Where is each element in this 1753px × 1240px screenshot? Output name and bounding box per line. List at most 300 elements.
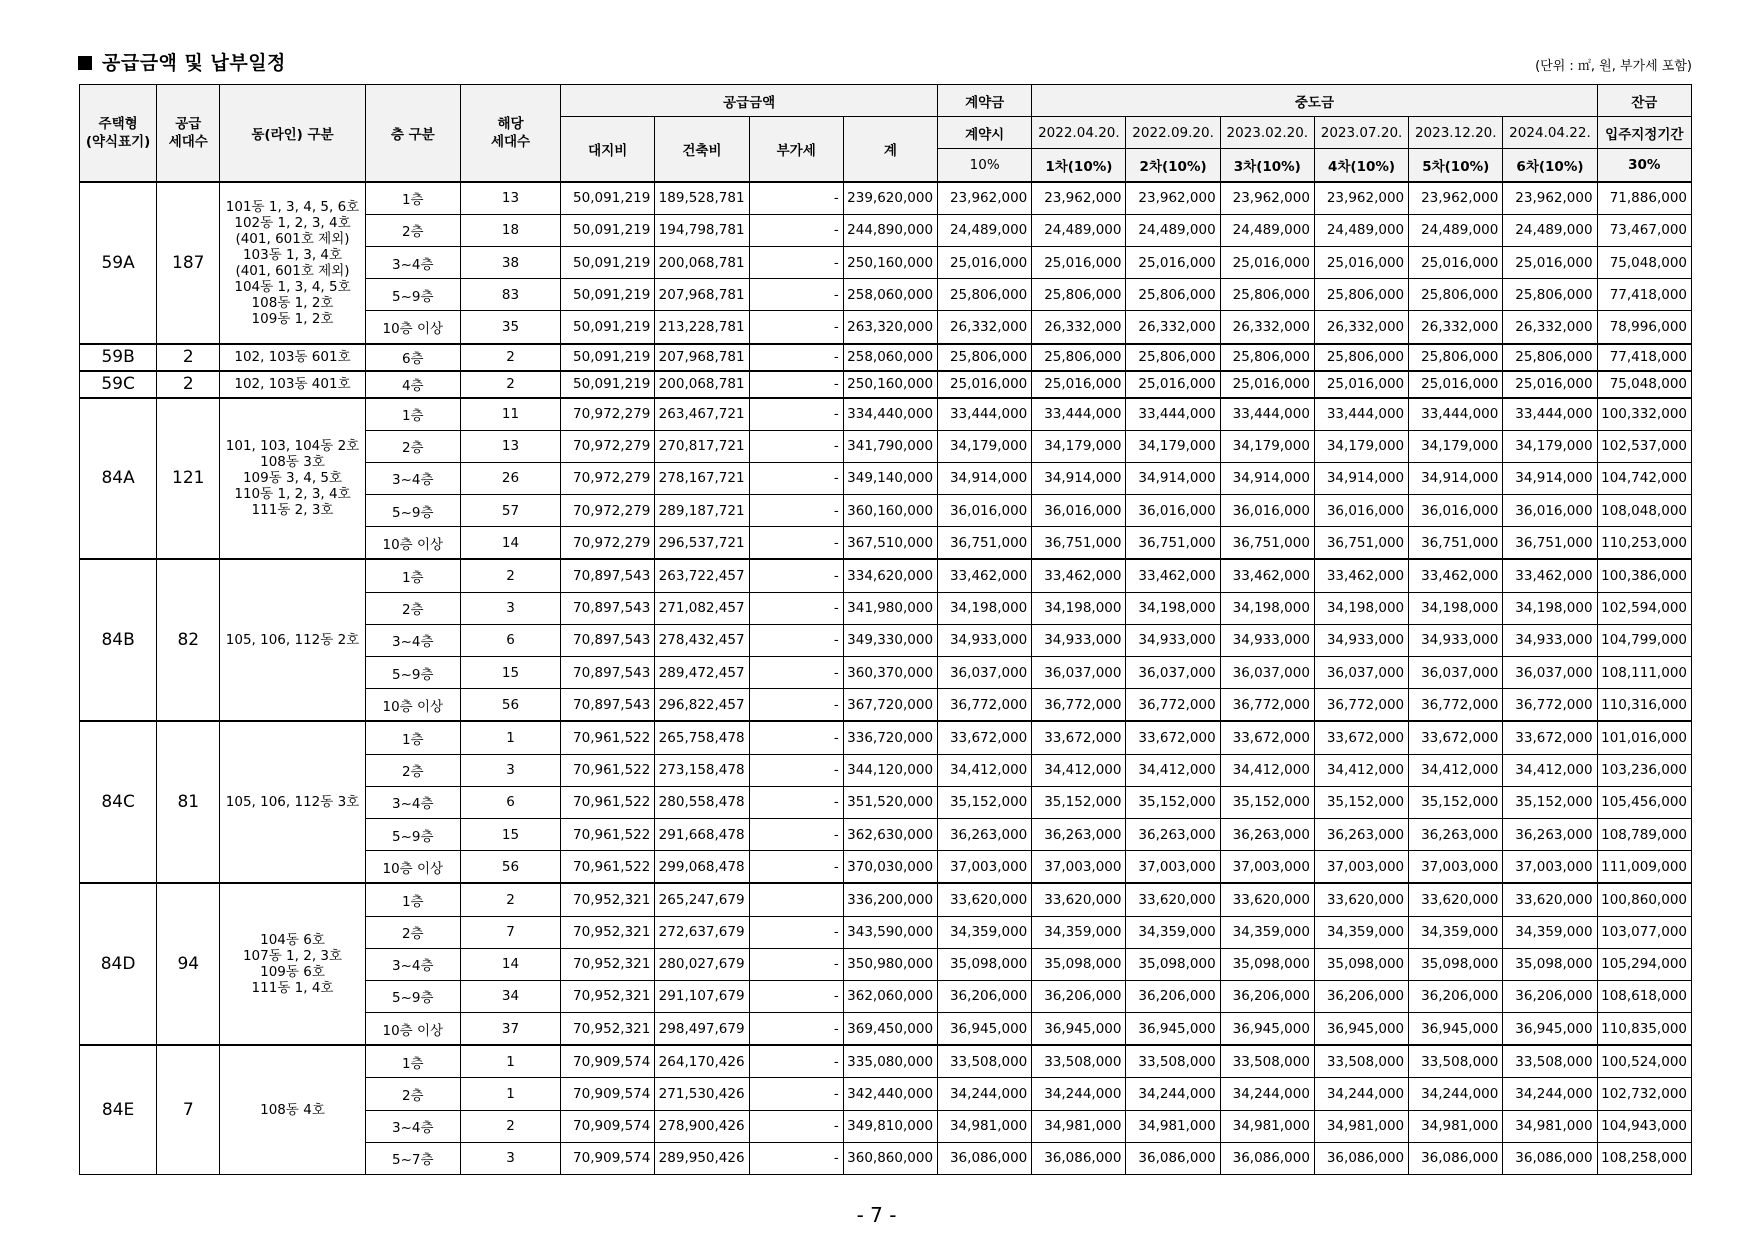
deposit-cell: 34,914,000 — [938, 462, 1032, 494]
dong-line-text: 105, 106, 112동 3호 — [225, 794, 360, 811]
middle-payment-2-cell: 34,244,000 — [1126, 1078, 1220, 1110]
deposit-cell: 37,003,000 — [938, 851, 1032, 884]
dong-line-cell — [220, 559, 365, 721]
middle-payment-3-cell: 33,462,000 — [1220, 559, 1314, 592]
vat-cell: - — [749, 182, 843, 215]
middle-payment-5-cell: 34,412,000 — [1409, 754, 1503, 786]
middle-payment-1-cell: 34,981,000 — [1032, 1110, 1126, 1142]
middle-payment-6-cell: 34,933,000 — [1503, 624, 1597, 656]
land-price-cell: 50,091,219 — [561, 279, 655, 311]
middle-payment-4-cell: 36,206,000 — [1314, 980, 1408, 1012]
middle-payment-2-cell: 33,462,000 — [1126, 559, 1220, 592]
middle-payment-2-cell: 34,412,000 — [1126, 754, 1220, 786]
house-type-cell: 84D — [80, 883, 157, 1045]
dong-line-text: 105, 106, 112동 2호 — [225, 632, 360, 649]
middle-payment-1-cell: 33,672,000 — [1032, 721, 1126, 754]
vat-cell: - — [749, 527, 843, 560]
total-price-cell: 250,160,000 — [843, 246, 937, 278]
dong-line-text: 101동 1, 3, 4, 5, 6호 — [225, 198, 360, 215]
vat-cell: - — [749, 916, 843, 948]
total-price-cell: 341,980,000 — [843, 592, 937, 624]
header-balance-when: 입주지정기간 — [1597, 117, 1691, 149]
units-cell: 13 — [460, 430, 560, 462]
total-price-cell: 341,790,000 — [843, 430, 937, 462]
middle-payment-1-cell: 33,620,000 — [1032, 883, 1126, 916]
balance-cell: 105,294,000 — [1597, 948, 1691, 980]
middle-payment-5-cell: 33,462,000 — [1409, 559, 1503, 592]
land-price-cell: 70,972,279 — [561, 495, 655, 527]
middle-payment-3-cell: 36,751,000 — [1220, 527, 1314, 560]
floor-cell: 1층 — [365, 1045, 460, 1078]
land-price-cell: 70,897,543 — [561, 624, 655, 656]
table-row — [80, 559, 1692, 592]
dong-line-text: 108동 1, 2호 — [251, 294, 334, 311]
header-units-l2: 세대수 — [490, 133, 531, 150]
middle-payment-3-cell: 36,945,000 — [1220, 1013, 1314, 1046]
middle-payment-2-cell: 36,206,000 — [1126, 980, 1220, 1012]
vat-cell: - — [749, 371, 843, 398]
land-price-cell: 70,952,321 — [561, 916, 655, 948]
table-row — [80, 371, 1692, 398]
middle-payment-3-cell: 36,037,000 — [1220, 657, 1314, 689]
deposit-cell: 23,962,000 — [938, 182, 1032, 215]
middle-payment-3-cell: 33,672,000 — [1220, 721, 1314, 754]
building-price-cell: 291,107,679 — [655, 980, 749, 1012]
building-price-cell: 298,497,679 — [655, 1013, 749, 1046]
header-date-4: 2023.07.20. — [1314, 117, 1408, 149]
land-price-cell: 70,909,574 — [561, 1110, 655, 1142]
middle-payment-1-cell: 23,962,000 — [1032, 182, 1126, 215]
middle-payment-2-cell: 33,672,000 — [1126, 721, 1220, 754]
middle-payment-3-cell: 24,489,000 — [1220, 214, 1314, 246]
vat-cell: - — [749, 430, 843, 462]
floor-cell: 10층 이상 — [365, 851, 460, 884]
building-price-cell: 296,822,457 — [655, 689, 749, 722]
floor-cell: 3~4층 — [365, 246, 460, 278]
middle-payment-4-cell: 23,962,000 — [1314, 182, 1408, 215]
middle-payment-6-cell: 26,332,000 — [1503, 311, 1597, 344]
middle-payment-2-cell: 34,179,000 — [1126, 430, 1220, 462]
deposit-cell: 35,152,000 — [938, 786, 1032, 818]
vat-cell: - — [749, 1078, 843, 1110]
balance-cell: 100,386,000 — [1597, 559, 1691, 592]
middle-payment-5-cell: 33,620,000 — [1409, 883, 1503, 916]
middle-payment-1-cell: 33,444,000 — [1032, 398, 1126, 431]
house-type-cell: 84B — [80, 559, 157, 721]
vat-cell: - — [749, 559, 843, 592]
balance-cell: 105,456,000 — [1597, 786, 1691, 818]
units-cell: 57 — [460, 495, 560, 527]
middle-payment-6-cell: 24,489,000 — [1503, 214, 1597, 246]
deposit-cell: 25,806,000 — [938, 279, 1032, 311]
house-type-cell: 84E — [80, 1045, 157, 1174]
building-price-cell: 263,467,721 — [655, 398, 749, 431]
middle-payment-1-cell: 36,037,000 — [1032, 657, 1126, 689]
supply-count-cell: 2 — [157, 344, 220, 371]
balance-cell: 108,048,000 — [1597, 495, 1691, 527]
table-row — [80, 344, 1692, 371]
building-price-cell: 200,068,781 — [655, 246, 749, 278]
table-row — [80, 398, 1692, 431]
middle-payment-3-cell: 35,152,000 — [1220, 786, 1314, 818]
header-date-6: 2024.04.22. — [1503, 117, 1597, 149]
deposit-cell: 36,751,000 — [938, 527, 1032, 560]
vat-cell: - — [749, 786, 843, 818]
total-price-cell: 244,890,000 — [843, 214, 937, 246]
deposit-cell: 25,806,000 — [938, 344, 1032, 371]
dong-line-cell — [220, 344, 365, 371]
vat-cell: - — [749, 246, 843, 278]
vat-cell: - — [749, 311, 843, 344]
units-cell: 1 — [460, 721, 560, 754]
supply-count-cell: 81 — [157, 721, 220, 883]
house-type-cell: 59B — [80, 344, 157, 371]
middle-payment-4-cell: 35,152,000 — [1314, 786, 1408, 818]
middle-payment-1-cell: 37,003,000 — [1032, 851, 1126, 884]
balance-cell: 100,860,000 — [1597, 883, 1691, 916]
middle-payment-6-cell: 36,037,000 — [1503, 657, 1597, 689]
middle-payment-4-cell: 36,016,000 — [1314, 495, 1408, 527]
units-cell: 11 — [460, 398, 560, 431]
vat-cell: - — [749, 851, 843, 884]
header-supply-count-l1: 공급 — [175, 115, 202, 132]
supply-count-cell: 2 — [157, 371, 220, 398]
vat-cell: - — [749, 657, 843, 689]
building-price-cell: 265,247,679 — [655, 883, 749, 916]
middle-payment-5-cell: 35,098,000 — [1409, 948, 1503, 980]
total-price-cell: 350,980,000 — [843, 948, 937, 980]
building-price-cell: 296,537,721 — [655, 527, 749, 560]
middle-payment-5-cell: 33,444,000 — [1409, 398, 1503, 431]
total-price-cell: 367,510,000 — [843, 527, 937, 560]
land-price-cell: 70,897,543 — [561, 559, 655, 592]
header-dong-line: 동(라인) 구분 — [220, 85, 365, 182]
floor-cell: 1층 — [365, 559, 460, 592]
middle-payment-6-cell: 36,206,000 — [1503, 980, 1597, 1012]
middle-payment-5-cell: 25,016,000 — [1409, 246, 1503, 278]
floor-cell: 10층 이상 — [365, 527, 460, 560]
balance-cell: 73,467,000 — [1597, 214, 1691, 246]
middle-payment-4-cell: 36,037,000 — [1314, 657, 1408, 689]
middle-payment-4-cell: 36,263,000 — [1314, 818, 1408, 850]
land-price-cell: 70,972,279 — [561, 430, 655, 462]
header-inst-6: 6차(10%) — [1503, 149, 1597, 182]
middle-payment-2-cell: 34,198,000 — [1126, 592, 1220, 624]
dong-line-text: 103동 1, 3, 4호 — [242, 246, 343, 263]
middle-payment-3-cell: 36,206,000 — [1220, 980, 1314, 1012]
middle-payment-2-cell: 25,016,000 — [1126, 371, 1220, 398]
middle-payment-3-cell: 34,933,000 — [1220, 624, 1314, 656]
land-price-cell: 70,952,321 — [561, 1013, 655, 1046]
balance-cell: 108,258,000 — [1597, 1142, 1691, 1174]
middle-payment-2-cell: 25,016,000 — [1126, 246, 1220, 278]
header-building: 건축비 — [655, 117, 749, 182]
balance-cell: 101,016,000 — [1597, 721, 1691, 754]
vat-cell — [749, 883, 843, 916]
middle-payment-5-cell: 34,981,000 — [1409, 1110, 1503, 1142]
deposit-cell: 36,945,000 — [938, 1013, 1032, 1046]
balance-cell: 110,253,000 — [1597, 527, 1691, 560]
dong-line-text: 109동 6호 — [260, 964, 325, 981]
middle-payment-1-cell: 25,016,000 — [1032, 371, 1126, 398]
building-price-cell: 273,158,478 — [655, 754, 749, 786]
units-cell: 6 — [460, 786, 560, 818]
deposit-cell: 36,263,000 — [938, 818, 1032, 850]
middle-payment-6-cell: 25,016,000 — [1503, 371, 1597, 398]
middle-payment-1-cell: 33,462,000 — [1032, 559, 1126, 592]
middle-payment-1-cell: 36,772,000 — [1032, 689, 1126, 722]
vat-cell: - — [749, 279, 843, 311]
balance-cell: 104,799,000 — [1597, 624, 1691, 656]
header-total: 계 — [843, 117, 937, 182]
balance-cell: 108,618,000 — [1597, 980, 1691, 1012]
land-price-cell: 70,961,522 — [561, 818, 655, 850]
land-price-cell: 50,091,219 — [561, 344, 655, 371]
dong-line-cell — [220, 721, 365, 883]
units-cell: 2 — [460, 371, 560, 398]
dong-line-cell — [220, 1045, 365, 1174]
middle-payment-5-cell: 36,263,000 — [1409, 818, 1503, 850]
vat-cell: - — [749, 462, 843, 494]
land-price-cell: 70,952,321 — [561, 980, 655, 1012]
header-units — [460, 85, 560, 182]
middle-payment-3-cell: 26,332,000 — [1220, 311, 1314, 344]
land-price-cell: 70,897,543 — [561, 689, 655, 722]
middle-payment-4-cell: 34,179,000 — [1314, 430, 1408, 462]
header-date-3: 2023.02.20. — [1220, 117, 1314, 149]
balance-cell: 111,009,000 — [1597, 851, 1691, 884]
deposit-cell: 34,179,000 — [938, 430, 1032, 462]
middle-payment-4-cell: 33,462,000 — [1314, 559, 1408, 592]
floor-cell: 5~9층 — [365, 657, 460, 689]
total-price-cell: 250,160,000 — [843, 371, 937, 398]
table-row — [80, 1045, 1692, 1078]
middle-payment-3-cell: 34,179,000 — [1220, 430, 1314, 462]
middle-payment-6-cell: 25,806,000 — [1503, 344, 1597, 371]
header-supply-price: 공급금액 — [561, 85, 938, 117]
balance-cell: 100,332,000 — [1597, 398, 1691, 431]
building-price-cell: 213,228,781 — [655, 311, 749, 344]
deposit-cell: 33,620,000 — [938, 883, 1032, 916]
total-price-cell: 370,030,000 — [843, 851, 937, 884]
middle-payment-2-cell: 36,945,000 — [1126, 1013, 1220, 1046]
total-price-cell: 342,440,000 — [843, 1078, 937, 1110]
units-cell: 26 — [460, 462, 560, 494]
table-row — [80, 883, 1692, 916]
house-type-cell: 59C — [80, 371, 157, 398]
floor-cell: 1층 — [365, 398, 460, 431]
units-cell: 38 — [460, 246, 560, 278]
middle-payment-4-cell: 26,332,000 — [1314, 311, 1408, 344]
land-price-cell: 70,909,574 — [561, 1142, 655, 1174]
units-cell: 6 — [460, 624, 560, 656]
middle-payment-6-cell: 34,412,000 — [1503, 754, 1597, 786]
balance-cell: 110,316,000 — [1597, 689, 1691, 722]
building-price-cell: 207,968,781 — [655, 344, 749, 371]
middle-payment-5-cell: 36,772,000 — [1409, 689, 1503, 722]
building-price-cell: 289,187,721 — [655, 495, 749, 527]
deposit-cell: 36,037,000 — [938, 657, 1032, 689]
middle-payment-2-cell: 35,098,000 — [1126, 948, 1220, 980]
floor-cell: 5~7층 — [365, 1142, 460, 1174]
balance-cell: 100,524,000 — [1597, 1045, 1691, 1078]
middle-payment-4-cell: 34,981,000 — [1314, 1110, 1408, 1142]
header-floor: 층 구분 — [365, 85, 460, 182]
middle-payment-6-cell: 34,198,000 — [1503, 592, 1597, 624]
middle-payment-3-cell: 23,962,000 — [1220, 182, 1314, 215]
deposit-cell: 34,933,000 — [938, 624, 1032, 656]
middle-payment-3-cell: 33,620,000 — [1220, 883, 1314, 916]
building-price-cell: 272,637,679 — [655, 916, 749, 948]
middle-payment-1-cell: 24,489,000 — [1032, 214, 1126, 246]
middle-payment-6-cell: 34,244,000 — [1503, 1078, 1597, 1110]
middle-payment-4-cell: 34,359,000 — [1314, 916, 1408, 948]
dong-line-text: 102, 103동 601호 — [234, 349, 351, 365]
middle-payment-3-cell: 34,198,000 — [1220, 592, 1314, 624]
header-supply-count-l2: 세대수 — [168, 133, 208, 150]
middle-payment-4-cell: 36,751,000 — [1314, 527, 1408, 560]
building-price-cell: 265,758,478 — [655, 721, 749, 754]
middle-payment-5-cell: 26,332,000 — [1409, 311, 1503, 344]
building-price-cell: 289,472,457 — [655, 657, 749, 689]
building-price-cell: 280,027,679 — [655, 948, 749, 980]
units-cell: 83 — [460, 279, 560, 311]
floor-cell: 5~9층 — [365, 818, 460, 850]
dong-line-cell — [220, 883, 365, 1045]
middle-payment-3-cell: 25,806,000 — [1220, 344, 1314, 371]
total-price-cell: 367,720,000 — [843, 689, 937, 722]
middle-payment-4-cell: 24,489,000 — [1314, 214, 1408, 246]
house-type-cell: 84A — [80, 398, 157, 560]
header-units-l1: 해당 — [497, 115, 524, 132]
middle-payment-1-cell: 33,508,000 — [1032, 1045, 1126, 1078]
balance-cell: 77,418,000 — [1597, 344, 1691, 371]
middle-payment-5-cell: 33,672,000 — [1409, 721, 1503, 754]
deposit-cell: 33,672,000 — [938, 721, 1032, 754]
balance-cell: 71,886,000 — [1597, 182, 1691, 215]
middle-payment-2-cell: 25,806,000 — [1126, 344, 1220, 371]
deposit-cell: 35,098,000 — [938, 948, 1032, 980]
floor-cell: 2층 — [365, 430, 460, 462]
total-price-cell: 360,370,000 — [843, 657, 937, 689]
deposit-cell: 36,016,000 — [938, 495, 1032, 527]
header-balance-pct: 30% — [1597, 149, 1691, 182]
middle-payment-2-cell: 36,016,000 — [1126, 495, 1220, 527]
building-price-cell: 189,528,781 — [655, 182, 749, 215]
deposit-cell: 34,981,000 — [938, 1110, 1032, 1142]
vat-cell: - — [749, 1013, 843, 1046]
middle-payment-1-cell: 36,206,000 — [1032, 980, 1126, 1012]
header-inst-5: 5차(10%) — [1409, 149, 1503, 182]
middle-payment-4-cell: 33,508,000 — [1314, 1045, 1408, 1078]
floor-cell: 1층 — [365, 182, 460, 215]
land-price-cell: 70,972,279 — [561, 398, 655, 431]
land-price-cell: 70,972,279 — [561, 527, 655, 560]
land-price-cell: 70,952,321 — [561, 948, 655, 980]
middle-payment-4-cell: 25,016,000 — [1314, 371, 1408, 398]
dong-line-text: 111동 2, 3호 — [251, 502, 334, 519]
middle-payment-2-cell: 36,037,000 — [1126, 657, 1220, 689]
total-price-cell: 334,620,000 — [843, 559, 937, 592]
vat-cell: - — [749, 689, 843, 722]
units-cell: 37 — [460, 1013, 560, 1046]
middle-payment-4-cell: 34,244,000 — [1314, 1078, 1408, 1110]
middle-payment-6-cell: 37,003,000 — [1503, 851, 1597, 884]
middle-payment-1-cell: 36,016,000 — [1032, 495, 1126, 527]
middle-payment-4-cell: 25,806,000 — [1314, 344, 1408, 371]
vat-cell: - — [749, 1110, 843, 1142]
middle-payment-3-cell: 33,444,000 — [1220, 398, 1314, 431]
deposit-cell: 34,198,000 — [938, 592, 1032, 624]
middle-payment-4-cell: 37,003,000 — [1314, 851, 1408, 884]
middle-payment-3-cell: 25,016,000 — [1220, 246, 1314, 278]
dong-line-text: 111동 1, 4호 — [251, 980, 334, 997]
middle-payment-3-cell: 36,016,000 — [1220, 495, 1314, 527]
building-price-cell: 278,432,457 — [655, 624, 749, 656]
middle-payment-2-cell: 36,086,000 — [1126, 1142, 1220, 1174]
total-price-cell: 362,630,000 — [843, 818, 937, 850]
middle-payment-5-cell: 36,037,000 — [1409, 657, 1503, 689]
section-title-text: 공급금액 및 납부일정 — [102, 52, 286, 74]
middle-payment-5-cell: 36,086,000 — [1409, 1142, 1503, 1174]
total-price-cell: 263,320,000 — [843, 311, 937, 344]
floor-cell: 3~4층 — [365, 786, 460, 818]
middle-payment-1-cell: 36,945,000 — [1032, 1013, 1126, 1046]
balance-cell: 102,537,000 — [1597, 430, 1691, 462]
middle-payment-5-cell: 25,806,000 — [1409, 279, 1503, 311]
total-price-cell: 336,720,000 — [843, 721, 937, 754]
middle-payment-4-cell: 34,412,000 — [1314, 754, 1408, 786]
page-number: - 7 - — [856, 1203, 897, 1227]
middle-payment-5-cell: 35,152,000 — [1409, 786, 1503, 818]
total-price-cell: 369,450,000 — [843, 1013, 937, 1046]
header-deposit: 계약금 — [938, 85, 1032, 117]
dong-line-text: 109동 3, 4, 5호 — [242, 470, 343, 487]
middle-payment-6-cell: 36,751,000 — [1503, 527, 1597, 560]
balance-cell: 78,996,000 — [1597, 311, 1691, 344]
total-price-cell: 258,060,000 — [843, 344, 937, 371]
floor-cell: 10층 이상 — [365, 1013, 460, 1046]
units-cell: 18 — [460, 214, 560, 246]
middle-payment-6-cell: 34,179,000 — [1503, 430, 1597, 462]
middle-payment-2-cell: 34,359,000 — [1126, 916, 1220, 948]
deposit-cell: 26,332,000 — [938, 311, 1032, 344]
floor-cell: 10층 이상 — [365, 689, 460, 722]
dong-line-cell — [220, 398, 365, 560]
balance-cell: 110,835,000 — [1597, 1013, 1691, 1046]
middle-payment-6-cell: 36,263,000 — [1503, 818, 1597, 850]
middle-payment-5-cell: 34,198,000 — [1409, 592, 1503, 624]
vat-cell: - — [749, 754, 843, 786]
vat-cell: - — [749, 721, 843, 754]
dong-line-text: 109동 1, 2호 — [251, 310, 334, 327]
middle-payment-5-cell: 36,016,000 — [1409, 495, 1503, 527]
deposit-cell: 36,772,000 — [938, 689, 1032, 722]
deposit-cell: 33,462,000 — [938, 559, 1032, 592]
middle-payment-1-cell: 34,359,000 — [1032, 916, 1126, 948]
supply-count-cell: 94 — [157, 883, 220, 1045]
middle-payment-6-cell: 36,772,000 — [1503, 689, 1597, 722]
floor-cell: 5~9층 — [365, 279, 460, 311]
middle-payment-5-cell: 34,933,000 — [1409, 624, 1503, 656]
middle-payment-6-cell: 35,152,000 — [1503, 786, 1597, 818]
units-cell: 56 — [460, 689, 560, 722]
floor-cell: 6층 — [365, 344, 460, 371]
units-cell: 2 — [460, 344, 560, 371]
building-price-cell: 289,950,426 — [655, 1142, 749, 1174]
middle-payment-1-cell: 34,244,000 — [1032, 1078, 1126, 1110]
header-inst-1: 1차(10%) — [1032, 149, 1126, 182]
